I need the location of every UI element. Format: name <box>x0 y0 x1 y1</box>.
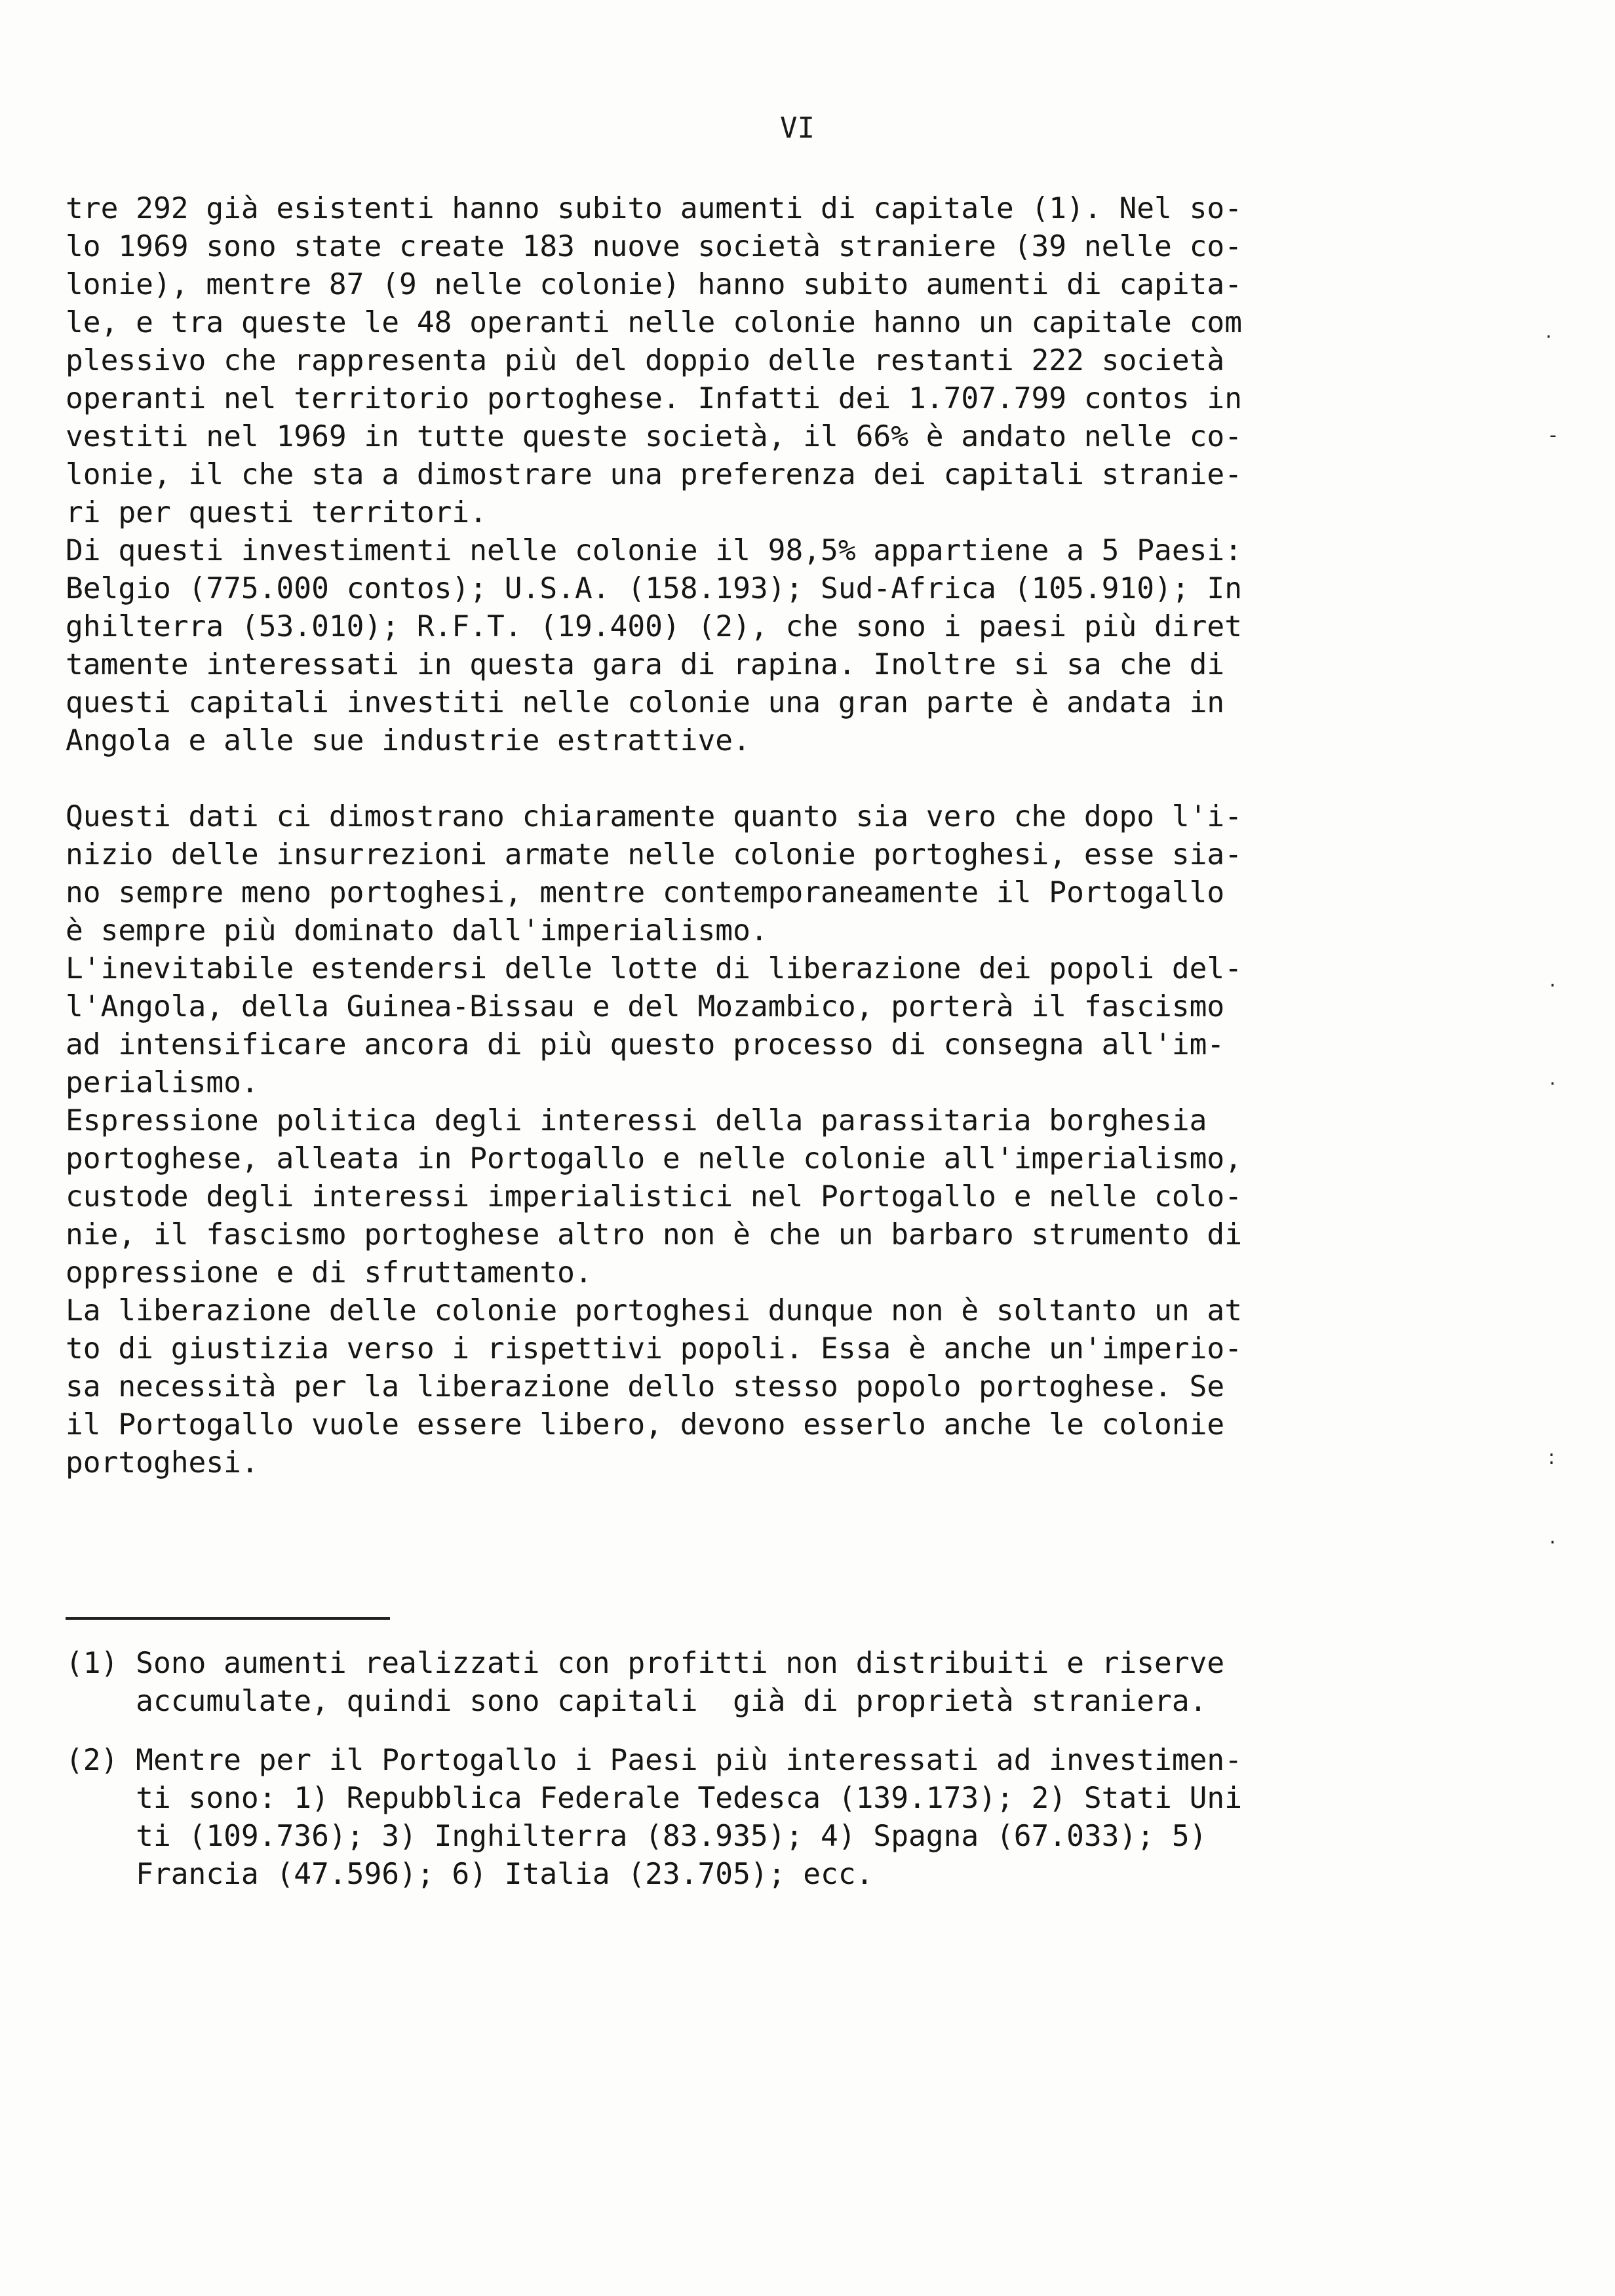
paragraph-investments: tre 292 già esistenti hanno subito aumenti di capitale (1). Nel so- lo 1969 sono state create 183 nuove società straniere (39 nelle co- lonie), mentre 87 (9 nelle colonie) hanno subito aumenti di capita- le, e tra queste le 48 operanti nelle colonie hanno un capitale com plessivo che rappresenta più del doppio delle restanti 222 società operanti nel territorio portoghese. Infatti dei 1.707.799 contos in vestiti nel 1969 in tutte queste società, il 66% è andato nelle co- lonie, il che sta a dimostrare una preferenza dei capitali stranie- ri per questi territori. Di questi investimenti nelle colonie il 98,5% appartiene a 5 Paesi: Belgio (775.000 contos); U.S.A. (158.193); Sud-Africa (105.910); In ghilterra (53.010); R.F.T. (19.400) (2), che sono i paesi più diret tamente interessati in questa gara di rapina. Inoltre si sa che di questi capitali investiti nelle colonie una gran parte è andata in Angola e alle sue industrie estrattive. <box>66 192 1243 757</box>
margin-mark: · <box>1549 1531 1556 1554</box>
margin-mark: - <box>1549 424 1557 447</box>
paragraph-conclusion: Questi dati ci dimostrano chiaramente quanto sia vero che dopo l'i- nizio delle insurrezioni armate nelle colonie portoghesi, esse sia- no sempre meno portoghesi, mentre contemporaneamente il Portogallo è sempre più dominato dall'imperialismo. L'inevitabile estendersi delle lotte di liberazione dei popoli del- l'Angola, della Guinea-Bissau e del Mozambico, porterà il fascismo ad intensificare ancora di più questo processo di consegna all'im- perialismo. Espressione politica degli interessi della parassitaria borghesia portoghese, alleata in Portogallo e nelle colonie all'imperialismo, custode degli interessi imperialistici nel Portogallo e nelle colo- nie, il fascismo portoghese altro non è che un barbaro strumento di oppressione e di sfruttamento. La liberazione delle colonie portoghesi dunque non è soltanto un at to di giustizia verso i rispettivi popoli. Essa è anche un'imperio- sa necessità per la liberazione dello stesso popolo portoghese. Se il Portogallo vuole essere libero, devono esserlo anche le colonie portoghesi. <box>66 800 1243 1480</box>
footnote-1: (1) Sono aumenti realizzati con profitti non distribuiti e riserve accumulate, quindi sono capitali già di proprietà straniera. <box>66 1647 1225 1718</box>
margin-mark: · <box>1549 974 1556 997</box>
footnote-2: (2) Mentre per il Portogallo i Paesi più interessati ad investimen- ti sono: 1) Repubblica Federale Tedesca (139.173); 2) Stati Uni ti (109.736); 3) Inghilterra (83.935); 4) Spagna (67.033); 5) Francia (47.596); 6) Italia (23.705); ecc. <box>66 1744 1243 1891</box>
margin-mark: · <box>1549 1073 1556 1096</box>
margin-mark: · <box>1546 326 1552 349</box>
footnote-divider <box>66 1617 390 1620</box>
page-number: VI <box>780 111 815 145</box>
margin-mark: : <box>1548 1446 1555 1469</box>
